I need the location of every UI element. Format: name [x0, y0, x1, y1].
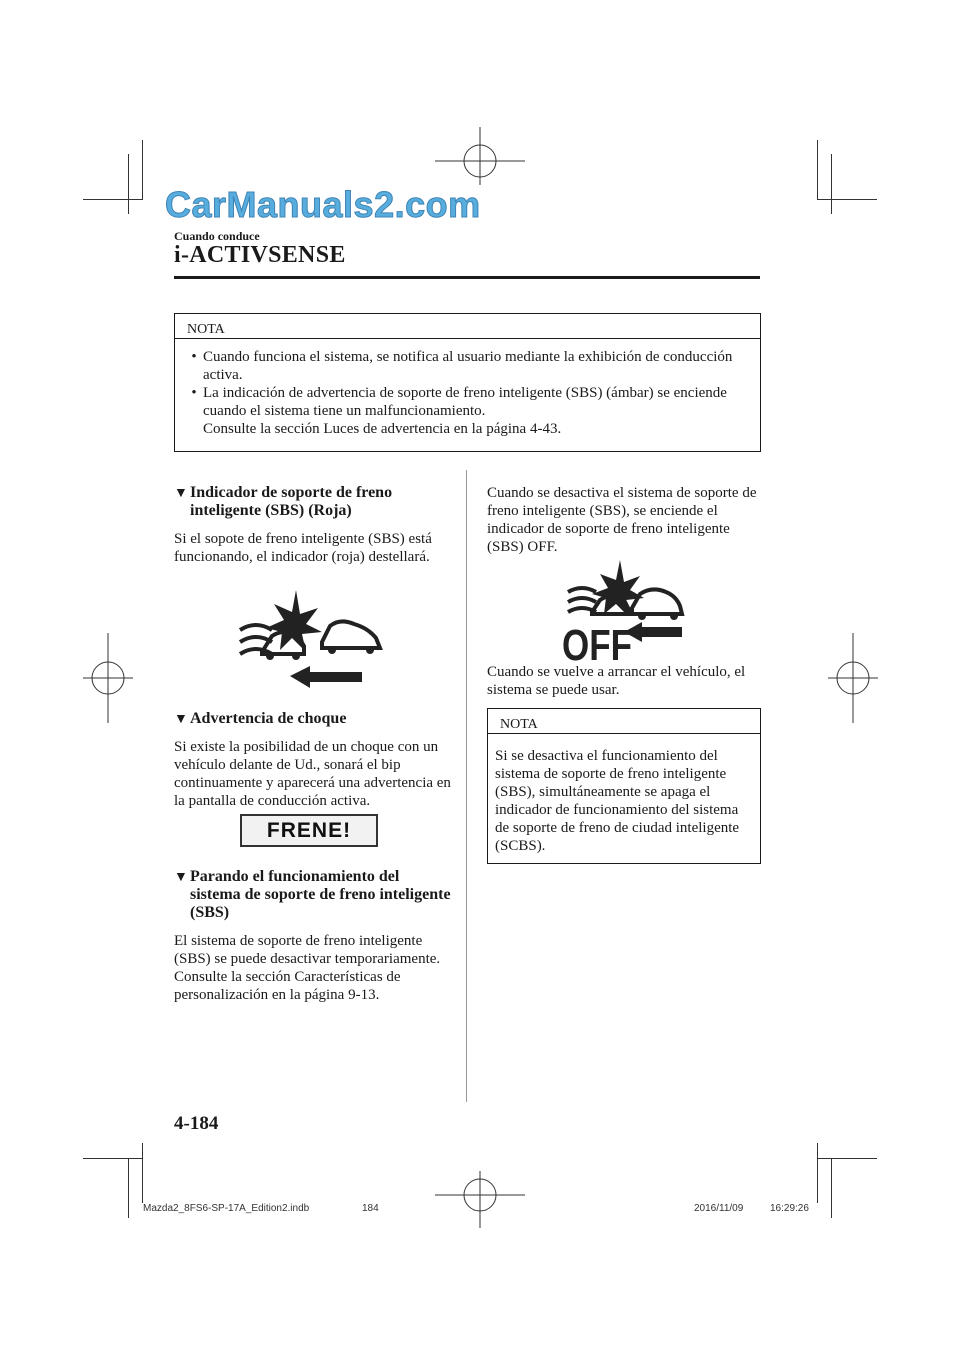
note-heading: NOTA: [175, 314, 760, 339]
heading-sbs-indicator: [174, 484, 452, 520]
watermark-logo: CarManuals2.com: [165, 184, 481, 225]
frene-warning-display: FRENE!: [240, 814, 378, 847]
paragraph: Si existe la posibilidad de un choque con un vehículo delante de Ud., sonará el bip continuamente y aparecerá una advertencia en la pantalla de conducción activa.: [174, 739, 451, 809]
section-title: i-ACTIVSENSE: [174, 242, 346, 268]
note-body: Si se desactiva el funcionamiento del sistema de soporte de freno inteligente (SBS), simultáneamente se apaga el indicador de funcionamiento del sistema de soporte de freno de ciudad inteligente (SCBS).: [495, 748, 740, 854]
heading-collision-warning: [174, 710, 452, 729]
heading-stop-sbs: [174, 868, 452, 922]
footer-page: 184: [362, 1203, 379, 1214]
note-box-top: [174, 313, 761, 452]
heading-text: Indicador de soporte de freno inteligente (SBS) (Roja): [190, 484, 393, 519]
paragraph-reference: Consulte la sección Características de personalización en la página 9-13.: [174, 969, 401, 1003]
paragraph: El sistema de soporte de freno inteligente (SBS) se puede desactivar temporariamente.: [174, 933, 441, 967]
heading-text: Parando el funcionamiento del sistema de soporte de freno inteligente (SBS): [190, 868, 451, 921]
note-reference: Consulte la sección Luces de advertencia en la página 4-43.: [203, 421, 562, 437]
bullet-glyph: •: [191, 385, 197, 401]
page-number: 4-184: [174, 1113, 219, 1134]
paragraph: Cuando se vuelve a arrancar el vehículo, el sistema se puede usar.: [487, 664, 746, 698]
triangle-marker-icon: ▼: [174, 870, 188, 885]
note-bullet: [185, 348, 752, 384]
note-heading: NOTA: [488, 709, 760, 734]
note-box-right: [487, 708, 761, 864]
paragraph: Cuando se desactiva el sistema de soporte de freno inteligente (SBS), se enciende el indicador de soporte de freno inteligente (SBS) OFF.: [487, 485, 757, 555]
footer-filename: Mazda2_8FS6-SP-17A_Edition2.indb: [143, 1203, 310, 1214]
footer-time: 16:29:26: [770, 1203, 809, 1214]
bullet-glyph: •: [191, 349, 197, 365]
column-divider: [466, 470, 467, 1102]
note-bullet: [185, 384, 752, 420]
triangle-marker-icon: ▼: [174, 486, 188, 501]
heading-text: Advertencia de choque: [190, 710, 347, 727]
off-text: OFF: [562, 621, 632, 664]
note-bullet-text: Cuando funciona el sistema, se notifica al usuario mediante la exhibición de conducción activa.: [203, 349, 733, 383]
section-label: Cuando conduce: [174, 229, 260, 243]
title-rule: [174, 276, 760, 279]
sbs-off-indicator-icon: [562, 560, 692, 664]
triangle-marker-icon: ▼: [174, 712, 188, 727]
footer-date: 2016/11/09: [694, 1203, 744, 1214]
note-bullet-text: La indicación de advertencia de soporte de freno inteligente (SBS) (ámbar) se enciende cuando el sistema tiene un malfuncionamiento.: [203, 385, 727, 419]
paragraph: Si el sopote de freno inteligente (SBS) está funcionando, el indicador (roja) destellará.: [174, 531, 432, 565]
sbs-indicator-icon: [236, 590, 386, 690]
